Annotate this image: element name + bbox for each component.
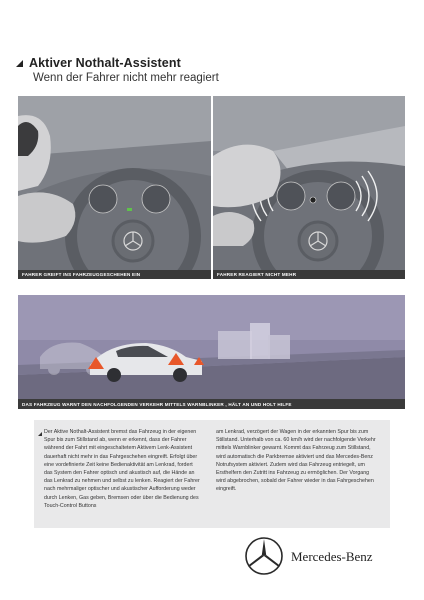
cockpit-illustration-right	[213, 96, 405, 279]
cockpit-illustration-left	[18, 96, 211, 279]
caption-right	[213, 270, 405, 279]
mercedes-star-icon	[244, 536, 284, 576]
panel-driver-intervenes	[18, 96, 211, 279]
caption-right-text: FAHRER REAGIERT NICHT MEHR	[217, 272, 297, 277]
caption-left-text: FAHRER GREIFT INS FAHRZEUGGESCHEHEN EIN	[22, 272, 141, 277]
brand-wordmark: Mercedes-Benz	[291, 549, 373, 564]
caption-bottom	[18, 399, 405, 409]
page-title: Aktiver Nothalt-Assistent	[29, 56, 181, 70]
panel-driver-unresponsive	[213, 96, 405, 279]
title-row	[16, 56, 181, 70]
page-subtitle: Wenn der Fahrer nicht mehr reagiert	[33, 72, 219, 84]
triangle-bullet-icon	[16, 60, 23, 67]
description-column-2: am Lenkrad, verzögert der Wagen in der erkannten Spur bis zum Stillstand. Unterhalb von ca. 60 km/h wird der nachfolgende Verkehr mittels Warnblinker gewarnt. Kommt das Fahrzeug zum Stillstand, wird automatisch die Parkbremse aktiviert und das Mercedes-Benz Notrufsystem aktiviert. Zudem wird das Fahrzeug entriegelt, um Ersthelfern den Zutritt ins Fahrzeug zu ermöglichen. Der Vorgang wird abgebrochen, sobald der Fahrer wieder in das Fahrgeschehen eingreift.	[216, 429, 376, 493]
panel-car-stops	[18, 295, 405, 409]
description-bullet-icon	[38, 432, 42, 436]
caption-left	[18, 270, 211, 279]
description-column-1: Der Aktive Nothalt-Assistent bremst das Fahrzeug in der eigenen Spur bis zum Stillstand ab, wenn er erkennt, dass der Fahrer während der Fahrt mit eingeschaltetem Aktivem Lenk-Assistent dauerhaft nicht mehr in das Fahrgeschehen eingreift. Erfolgt über eine vordefinierte Zeit keine Bedienaktivität am Lenkrad, fordert das System den Fahrer optisch und akustisch auf, die Hände an das Lenkrad zu nehmen und selbst zu lenken. Reagiert der Fahrer nach mehrmaliger optischer und akustischer Aufforderung weder durch Lenken, Gas geben, Bremsen oder über die Bedienung des Touch-Control Buttons	[44, 429, 200, 509]
caption-bottom-text: DAS FAHRZEUG WARNT DEN NACHFOLGENDEN VERKEHR MITTELS WARNBLINKER , HÄLT AN UND HOLT HILFE	[22, 401, 292, 407]
road-scene-illustration	[18, 295, 405, 399]
